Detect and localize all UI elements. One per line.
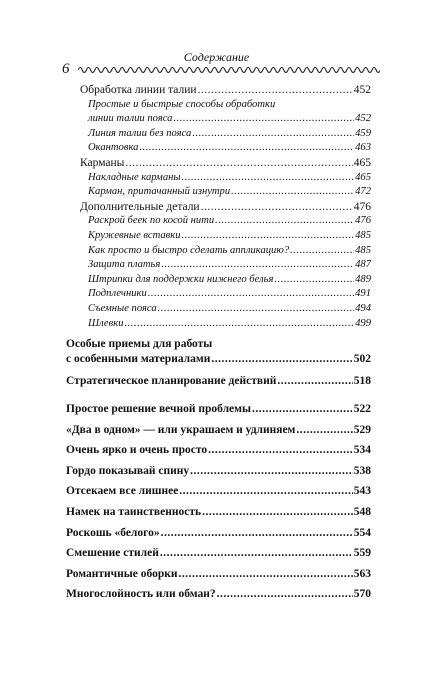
entry-page: 499 — [355, 317, 371, 329]
dot-leader — [217, 587, 353, 602]
entry-label: Защита платья — [88, 259, 161, 271]
entry-label: Роскошь «белого» — [66, 526, 160, 539]
dot-leader — [139, 141, 354, 156]
entry-label: Простое решение вечной проблемы — [66, 403, 251, 416]
entry-page: 538 — [353, 464, 371, 477]
toc-entry[interactable] — [66, 214, 371, 229]
toc-entry[interactable] — [66, 287, 371, 302]
header-title: Содержание — [183, 50, 250, 64]
entry-label: Штрипки для поддержки нижнего белья — [88, 273, 274, 285]
chapter-entry[interactable] — [66, 484, 371, 499]
entry-page: 522 — [353, 403, 371, 416]
entry-page: 548 — [353, 506, 371, 519]
entry-label: линии талии пояса — [88, 113, 173, 125]
entry-page: 465 — [355, 171, 371, 183]
dot-leader — [161, 258, 354, 273]
entry-label: Многослойность или обман? — [66, 588, 216, 601]
toc-entry[interactable] — [66, 317, 371, 332]
toc-entry[interactable] — [66, 302, 371, 317]
entry-page: 459 — [355, 127, 371, 139]
dot-leader — [182, 229, 355, 244]
entry-page: 554 — [353, 526, 371, 539]
dot-leader — [274, 273, 354, 288]
chapter-entry[interactable] — [66, 464, 371, 479]
dot-leader — [182, 171, 355, 186]
dot-leader — [190, 464, 353, 479]
toc-entry[interactable] — [66, 83, 371, 98]
entry-label: Как просто и быстро сделать аппликацию? — [88, 244, 290, 256]
entry-page: 476 — [353, 200, 371, 213]
section-entry-line1[interactable]: Особые приемы для работы — [66, 338, 213, 351]
entry-page: 485 — [355, 244, 371, 256]
dot-leader — [148, 287, 354, 302]
entry-label: Обработка линии талии — [80, 84, 197, 96]
entry-page: 518 — [353, 375, 371, 388]
dot-leader — [211, 352, 352, 367]
toc-entry[interactable] — [66, 171, 371, 186]
toc-entry[interactable] — [66, 229, 371, 244]
table-of-contents — [66, 83, 371, 608]
entry-page: 502 — [353, 353, 371, 366]
entry-page: 529 — [353, 423, 371, 436]
dot-leader — [192, 127, 354, 142]
dot-leader — [160, 546, 353, 561]
toc-entry[interactable] — [66, 273, 371, 288]
dot-leader — [198, 83, 353, 98]
chapter-entry[interactable] — [66, 567, 371, 582]
toc-entry[interactable] — [66, 141, 371, 156]
entry-label: Линия талии без пояса — [88, 127, 192, 139]
dot-leader — [231, 185, 354, 200]
dot-leader — [296, 423, 352, 438]
dot-leader — [215, 214, 354, 229]
entry-page: 543 — [353, 485, 371, 498]
entry-page: 534 — [353, 444, 371, 457]
entry-label: Дополнительные детали — [80, 200, 200, 213]
entry-page: 491 — [355, 288, 371, 300]
chapter-entry[interactable] — [66, 402, 371, 417]
toc-entry[interactable] — [66, 244, 371, 259]
entry-page: 494 — [355, 302, 371, 314]
entry-label: Шлевки — [88, 317, 124, 329]
entry-label: Съемные пояса — [88, 302, 157, 314]
dot-leader — [290, 244, 354, 259]
dot-leader — [173, 112, 354, 127]
dot-leader — [277, 374, 352, 389]
entry-label: Карманы — [80, 156, 125, 169]
toc-entry[interactable] — [66, 258, 371, 273]
chapter-entry[interactable] — [66, 526, 371, 541]
entry-page: 465 — [353, 156, 371, 169]
entry-label: Подплечники — [88, 288, 147, 300]
entry-label: Намек на таинственность — [66, 506, 202, 519]
dot-leader — [201, 200, 353, 215]
toc-entry-line1[interactable]: Простые и быстрые способы обработки — [88, 98, 276, 110]
entry-label: Гордо показывай спину — [66, 464, 190, 477]
entry-label: «Два в одном» — или украшаем и удлиняем — [66, 423, 296, 436]
dot-leader — [252, 402, 353, 417]
toc-entry[interactable] — [66, 112, 371, 127]
entry-label: Стратегическое планирование действий — [66, 375, 277, 388]
entry-page: 452 — [355, 113, 371, 125]
entry-page: 485 — [355, 229, 371, 241]
entry-label: Романтичные оборки — [66, 567, 178, 580]
chapter-entry[interactable] — [66, 587, 371, 602]
chapter-entry[interactable] — [66, 546, 371, 561]
entry-label: Карман, притачанный изнутри — [88, 186, 231, 198]
entry-page: 563 — [353, 567, 371, 580]
entry-label: Раскрой беек по косой нити — [88, 215, 215, 227]
dot-leader — [208, 443, 353, 458]
toc-entry[interactable] — [66, 156, 371, 171]
section-entry[interactable] — [66, 352, 371, 367]
chapter-entry[interactable] — [66, 505, 371, 520]
entry-label: Отсекаем все лишнее — [66, 485, 179, 498]
dot-leader — [179, 484, 352, 499]
entry-page: 487 — [355, 259, 371, 271]
entry-page: 476 — [355, 215, 371, 227]
section-entry[interactable] — [66, 374, 371, 389]
chapter-entry[interactable] — [66, 443, 371, 458]
entry-page: 489 — [355, 273, 371, 285]
decorative-wave-divider — [78, 64, 380, 76]
entry-page: 463 — [355, 142, 371, 154]
toc-entry[interactable] — [66, 200, 371, 215]
page-number: 6 — [62, 61, 70, 77]
toc-entry[interactable] — [66, 127, 371, 142]
entry-label: Очень ярко и очень просто — [66, 444, 208, 457]
entry-page: 472 — [355, 186, 371, 198]
dot-leader — [202, 505, 353, 520]
entry-label: Окантовка — [88, 142, 139, 154]
entry-page: 452 — [353, 84, 371, 96]
dot-leader — [158, 302, 354, 317]
dot-leader — [179, 567, 353, 582]
entry-label: Смешение стилей — [66, 547, 159, 560]
dot-leader — [125, 317, 355, 332]
entry-label: с особенными материалами — [66, 353, 211, 366]
chapter-entry[interactable] — [66, 423, 371, 438]
entry-page: 559 — [353, 547, 371, 560]
dot-leader — [161, 526, 353, 541]
entry-label: Кружевные вставки — [88, 229, 181, 241]
toc-entry[interactable] — [66, 185, 371, 200]
entry-label: Накладные карманы — [88, 171, 181, 183]
entry-page: 570 — [353, 588, 371, 601]
dot-leader — [125, 156, 352, 171]
